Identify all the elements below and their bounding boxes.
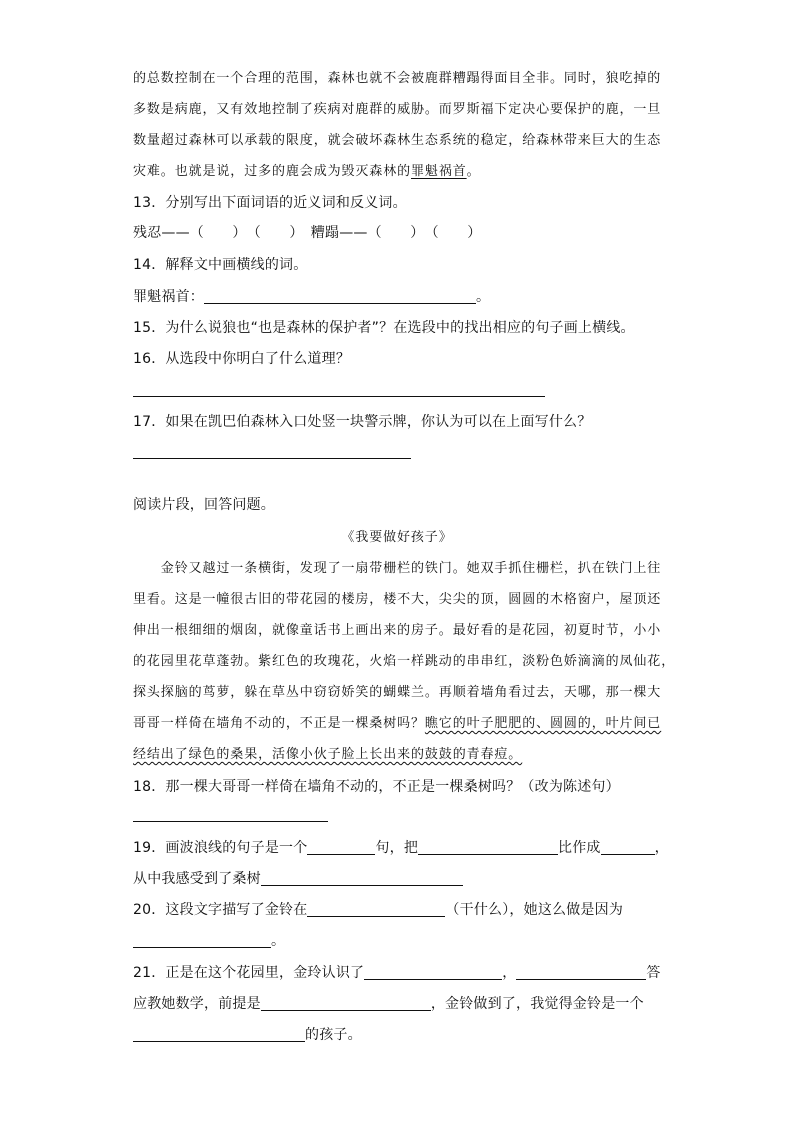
passage2-line-7 xyxy=(133,743,522,762)
question-21-text-2: ， xyxy=(502,965,517,981)
passage2-title: 《我要做好孩子》 xyxy=(341,530,453,545)
passage1-line-4-end: 。 xyxy=(466,164,481,179)
question-18: 18．那一棵大哥哥一样倚在墙角不动的，不正是一棵桑树吗？（改为陈述句） xyxy=(133,779,620,795)
question-17-answer-line[interactable] xyxy=(133,458,411,459)
question-20-line-2 xyxy=(133,930,285,950)
question-19-text-3: 比作成 xyxy=(558,840,601,856)
underlined-word: 罪魁祸首 xyxy=(411,164,467,179)
passage1-line-4-text: 灾难。也就是说，过多的鹿会成为毁灭森林的 xyxy=(133,164,412,179)
question-19-blank-4[interactable] xyxy=(261,871,463,886)
passage1-line-1: 的总数控制在一个合理的范围，森林也就不会被鹿群糟蹋得面目全非。同时，狼吃掉的 xyxy=(133,71,662,86)
question-13: 13．分别写出下面词语的近义词和反义词。 xyxy=(133,195,407,211)
question-21-blank-3[interactable] xyxy=(261,996,431,1011)
question-15: 15．为什么说狼也“也是森林的保护者”？在选段中的找出相应的句子画上横线。 xyxy=(133,320,635,336)
question-18-answer-line[interactable] xyxy=(133,821,328,822)
question-21-blank-2[interactable] xyxy=(516,965,646,980)
wavy-sentence-part-1: 瞧它的叶子肥肥的、圆圆的，叶片间已 xyxy=(424,716,662,731)
question-21-line-2 xyxy=(133,993,644,1013)
passage2-line-6-plain: 哥哥一样倚在墙角不动的，不正是一棵桑树吗？ xyxy=(133,716,425,731)
question-21-text-6: 的孩子。 xyxy=(305,1027,362,1043)
question-14-label: 罪魁祸首： xyxy=(133,289,204,305)
question-20-end: 。 xyxy=(271,933,286,949)
question-19-line-2 xyxy=(133,868,463,888)
question-19-text-1: 19．画波浪线的句子是一个 xyxy=(133,840,308,856)
section-instruction: 阅读片段，回答问题。 xyxy=(133,497,275,513)
passage2-line-5: 探头探脑的茑萝，躲在草丛中窃窃娇笑的蝴蝶兰。再顺着墙角看过去，天哪，那一棵大 xyxy=(133,685,662,700)
question-21-text-5: ，金铃做到了，我觉得金铃是一个 xyxy=(430,996,644,1012)
question-21-blank-4[interactable] xyxy=(133,1027,305,1042)
question-20-text-2: （干什么），她这么做是因为 xyxy=(445,902,624,918)
passage2-line-2: 里看。这是一幢很古旧的带花园的楼房，楼不大，尖尖的顶，圆圆的木格窗户，屋顶还 xyxy=(133,592,662,607)
question-14-answer xyxy=(133,286,490,306)
question-14-blank[interactable] xyxy=(204,289,476,304)
passage1-line-3: 数量超过森林可以承载的限度，就会破坏森林生态系统的稳定，给森林带来巨大的生态 xyxy=(133,133,662,148)
question-21 xyxy=(133,962,661,982)
question-21-text-1: 21．正是在这个花园里，金玲认识了 xyxy=(133,965,365,981)
wavy-sentence-part-2: 经结出了绿色的桑果，活像小伙子脸上长出来的鼓鼓的青春痘。 xyxy=(133,747,523,762)
passage1-line-4 xyxy=(133,160,481,179)
question-19-text-4: ， xyxy=(654,840,669,856)
question-21-blank-1[interactable] xyxy=(364,965,502,980)
question-17: 17．如果在凯巴伯森林入口处竖一块警示牌，你认为可以在上面写什么？ xyxy=(133,414,592,430)
question-16-answer-line[interactable] xyxy=(133,396,545,397)
question-19-blank-2[interactable] xyxy=(418,840,558,855)
question-19 xyxy=(133,837,669,857)
question-20-text-1: 20．这段文字描写了金铃在 xyxy=(133,902,308,918)
question-21-text-3: 答 xyxy=(646,965,661,981)
question-20-blank-1[interactable] xyxy=(307,902,445,917)
question-20-blank-2[interactable] xyxy=(133,933,271,948)
question-19-text-5: 从中我感受到了桑树 xyxy=(133,871,261,887)
question-20 xyxy=(133,899,623,919)
question-19-text-2: 句，把 xyxy=(375,840,419,856)
question-13-answer-line[interactable]: 残忍——（ ） （ ） 糟蹋——（ ） （ ） xyxy=(133,225,482,241)
question-16: 16．从选段中你明白了什么道理？ xyxy=(133,351,351,367)
passage1-line-2: 多数是病鹿，又有效地控制了疾病对鹿群的威胁。而罗斯福下定决心要保护的鹿，一旦 xyxy=(133,102,662,117)
question-21-line-3 xyxy=(133,1024,362,1044)
question-19-blank-3[interactable] xyxy=(601,840,655,855)
passage2-line-1: 金铃又越过一条横街，发现了一扇带栅栏的铁门。她双手抓住栅栏，扒在铁门上往 xyxy=(133,561,662,576)
passage2-line-4: 的花园里花草蓬勃。紫红色的玫瑰花，火焰一样跳动的串串红，淡粉色娇滴滴的凤仙花， xyxy=(133,654,676,669)
question-19-blank-1[interactable] xyxy=(307,840,375,855)
question-14: 14．解释文中画横线的词。 xyxy=(133,257,308,273)
passage2-line-6 xyxy=(133,712,661,731)
question-21-text-4: 应教她数学，前提是 xyxy=(133,996,261,1012)
question-14-end: 。 xyxy=(476,289,491,305)
passage2-line-3: 伸出一根细细的烟囱，就像童话书上画出来的房子。最好看的是花园，初夏时节，小小 xyxy=(133,623,662,638)
